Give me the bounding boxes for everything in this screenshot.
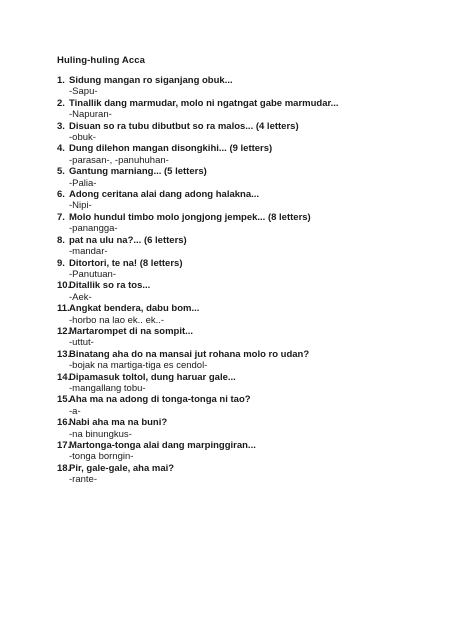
riddle-list: [57, 75, 339, 486]
riddle-item: [57, 166, 339, 189]
riddle-answer: -obuk-: [69, 132, 96, 144]
riddle-item: [57, 394, 339, 417]
riddle-question: Gantung marniang... (5 letters): [69, 166, 207, 178]
riddle-item: [57, 121, 339, 144]
riddle-number: 17.: [57, 440, 71, 451]
riddle-number: 11.: [57, 303, 70, 315]
riddle-question: Martarompet di na sompit...: [69, 325, 194, 337]
riddle-answer: -uttut-: [69, 337, 94, 349]
riddle-item: [57, 372, 339, 395]
riddle-number: 4.: [57, 143, 65, 155]
riddle-question: Nabi aha ma na buni?: [69, 417, 168, 429]
riddle-answer: -mangallang tobu-: [69, 382, 146, 394]
riddle-number: 2.: [57, 97, 65, 109]
riddle-question: Sidung mangan ro siganjang obuk...: [69, 75, 233, 86]
riddle-answer: -na binungkus-: [69, 428, 132, 440]
riddle-item: [57, 326, 339, 349]
riddle-question: Ditallik so ra tos...: [69, 280, 151, 292]
riddle-number: 16.: [57, 417, 71, 429]
riddle-number: 6.: [57, 189, 65, 201]
riddle-answer: -parasan-, -panuhuhan-: [69, 154, 169, 166]
riddle-number: 1.: [57, 75, 65, 86]
riddle-number: 12.: [57, 325, 71, 337]
riddle-number: 18.: [57, 462, 71, 474]
riddle-answer: -Sapu-: [69, 86, 98, 98]
riddle-answer: -panangga-: [69, 223, 118, 235]
riddle-number: 14.: [57, 371, 71, 383]
riddle-item: [57, 75, 339, 98]
riddle-item: [57, 303, 339, 326]
riddle-item: [57, 98, 339, 121]
riddle-question: Disuan so ra tubu dibutbut so ra malos... (4 letters): [69, 120, 299, 132]
riddle-answer: -Palia-: [69, 177, 97, 189]
riddle-question: Aha ma na adong di tonga-tonga ni tao?: [69, 394, 251, 406]
riddle-answer: -horbo na lao ek.. ek..-: [69, 314, 165, 326]
riddle-answer: -mandar-: [69, 246, 108, 258]
riddle-item: [57, 143, 339, 166]
riddle-question: pat na ulu na?... (6 letters): [69, 234, 187, 246]
riddle-item: [57, 440, 339, 463]
riddle-number: 13.: [57, 348, 71, 360]
riddle-number: 8.: [57, 234, 65, 246]
riddle-item: [57, 463, 339, 486]
riddle-question: Dung dilehon mangan disongkihi... (9 letters): [69, 143, 273, 155]
riddle-item: [57, 417, 339, 440]
riddle-question: Angkat bendera, dabu bom...: [69, 303, 200, 315]
riddle-question: Ditortori, te na! (8 letters): [69, 257, 183, 269]
riddle-question: Martonga-tonga alai dang marpinggiran...: [69, 440, 256, 451]
riddle-number: 9.: [57, 257, 65, 269]
riddle-item: [57, 212, 339, 235]
riddle-answer: -a-: [69, 405, 81, 417]
riddle-question: Binatang aha do na mansai jut rohana molo ro udan?: [69, 348, 310, 360]
riddle-answer: -Panutuan-: [69, 268, 117, 280]
riddle-answer: -tonga borngin-: [69, 451, 134, 463]
riddle-question: Adong ceritana alai dang adong halakna...: [69, 189, 260, 201]
riddle-number: 5.: [57, 166, 65, 178]
riddle-item: [57, 189, 339, 212]
riddle-question: Tinallik dang marmudar, molo ni ngatngat gabe marmudar...: [69, 97, 339, 109]
riddle-question: Pir, gale-gale, aha mai?: [69, 462, 175, 474]
riddle-item: [57, 280, 339, 303]
riddle-answer: -Napuran-: [69, 109, 112, 121]
document-title: Huling-huling Acca: [57, 55, 146, 66]
riddle-number: 10.: [57, 280, 71, 292]
riddle-question: Molo hundul timbo molo jongjong jempek... (8 letters): [69, 211, 311, 223]
riddle-item: [57, 258, 339, 281]
riddle-question: Dipamasuk toltol, dung haruar gale...: [69, 371, 236, 383]
riddle-number: 7.: [57, 211, 65, 223]
riddle-number: 15.: [57, 394, 71, 406]
riddle-item: [57, 235, 339, 258]
riddle-answer: -rante-: [69, 474, 97, 486]
riddle-number: 3.: [57, 120, 65, 132]
riddle-answer: -Nipi-: [69, 200, 92, 212]
riddle-item: [57, 349, 339, 372]
riddle-answer: -Aek-: [69, 291, 92, 303]
riddle-answer: -bojak na martiga-tiga es cendol-: [69, 360, 208, 372]
